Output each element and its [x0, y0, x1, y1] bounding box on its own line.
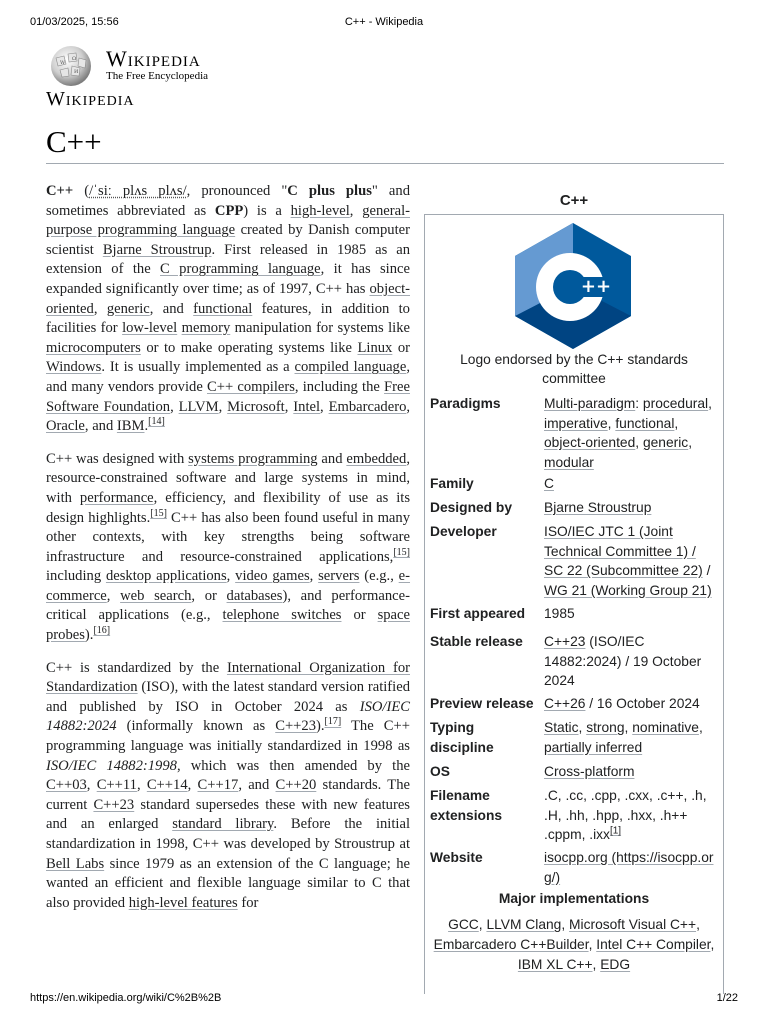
label-typing: Typing discipline	[430, 720, 494, 755]
link-msvc[interactable]: Microsoft Visual C++	[569, 917, 697, 932]
page-title: C++	[46, 124, 102, 159]
link-generic[interactable]: generic	[106, 300, 150, 317]
text: or	[341, 607, 378, 624]
text: . Before the initial standardization in 1998, C++ was developed by Stroustrup at	[46, 816, 410, 852]
sep: ,	[708, 396, 712, 411]
text: ,	[349, 202, 363, 219]
sep: ,	[674, 415, 679, 431]
print-footer	[0, 992, 768, 1008]
link-microcomputers[interactable]: microcomputers	[46, 339, 141, 356]
text: ,	[187, 777, 198, 794]
major-implementations-list	[428, 915, 720, 975]
sep: ,	[688, 435, 693, 450]
link-standard-library[interactable]: standard library	[172, 816, 274, 833]
label-preview-release: Preview release	[430, 696, 534, 711]
text: , and	[149, 300, 194, 317]
link-generic[interactable]: generic	[642, 435, 689, 450]
text: ) is a	[243, 202, 291, 219]
link-linux[interactable]: Linux	[357, 339, 393, 356]
paragraph-2	[46, 450, 410, 646]
value-preview-release: / 16 October 2024	[585, 696, 700, 711]
text: , pronounced "	[186, 183, 288, 199]
link-oracle[interactable]: Oracle	[46, 418, 85, 435]
sep: ,	[588, 937, 597, 952]
text: or	[392, 339, 410, 356]
label-developer: Developer	[430, 524, 497, 539]
link-procedural[interactable]: procedural	[642, 396, 709, 411]
text: features, in addition to facilities for	[46, 300, 410, 337]
italic-term: ISO/IEC 14882:2024	[46, 698, 410, 735]
text: The C++ programming language was initially standardized in 1998 as	[46, 718, 410, 755]
reference-link[interactable]: [14]	[148, 416, 165, 428]
link-cpp20[interactable]: C++20	[275, 777, 317, 794]
bold-term: C plus plus	[287, 183, 372, 199]
wordmark: Wikipedia	[106, 46, 201, 71]
title-divider	[46, 163, 724, 164]
logo-plus-text: ++	[580, 276, 612, 297]
sep: ,	[696, 917, 700, 932]
link-databases[interactable]: databases	[226, 587, 283, 604]
text: ,	[136, 777, 147, 794]
text: created by Danish computer scientist	[46, 222, 410, 258]
reference-link[interactable]: [1]	[609, 825, 622, 837]
link-strong[interactable]: strong	[586, 720, 625, 735]
link-modular[interactable]: modular	[544, 454, 594, 470]
text: (e.g.,	[359, 568, 399, 585]
sep: ,	[478, 917, 487, 932]
link-embarcadero[interactable]: Embarcadero	[328, 398, 407, 415]
label-stable-release: Stable release	[430, 634, 523, 649]
text: .	[144, 418, 149, 435]
link-cpp03[interactable]: C++03	[46, 777, 87, 794]
link-bjarne-stroustrup[interactable]: Bjarne Stroustrup	[102, 241, 212, 258]
sep: ,	[698, 720, 703, 735]
link-c-language[interactable]: C programming language	[160, 261, 321, 278]
text: , and	[238, 777, 276, 794]
link-performance[interactable]: performance	[79, 489, 154, 506]
link-iso[interactable]: International Organization for Standardization	[46, 659, 410, 696]
text: for	[237, 894, 259, 911]
link-cpp11[interactable]: C++11	[96, 777, 137, 794]
link-gcc[interactable]: GCC	[448, 917, 479, 932]
link-nominative[interactable]: nominative	[632, 720, 699, 735]
reference-link[interactable]: [15]	[150, 507, 167, 519]
text: ,	[218, 398, 228, 415]
link-website[interactable]: isocpp.org (https://isocpp.org/)	[544, 850, 714, 885]
text: , it has since expanded significantly over time; as of 1997, C++ has	[46, 261, 410, 297]
value-first-appeared: 1985	[544, 606, 575, 621]
text: , or	[191, 587, 227, 604]
infobox-caption: Logo endorsed by the C++ standards committee	[460, 352, 688, 386]
link-ibm-xl[interactable]: IBM XL C++	[517, 957, 593, 972]
print-url: https://en.wikipedia.org/wiki/C%2B%2B	[30, 992, 222, 1004]
text: (informally known as	[116, 718, 276, 735]
link-llvm[interactable]: LLVM	[178, 398, 219, 415]
subheader-major-implementations: Major implementations	[498, 891, 650, 906]
text: standard supersedes these with new features and an enlarged	[46, 796, 410, 833]
link-cross-platform[interactable]: Cross-platform	[544, 764, 635, 779]
text: and	[317, 450, 347, 467]
bold-term: C++	[46, 183, 74, 199]
link-bell-labs[interactable]: Bell Labs	[46, 855, 105, 872]
text: C++ has also been found useful in many other contexts, with key strengths being software infrastructure and resource-constrained applications,	[46, 509, 410, 565]
link-llvm-clang[interactable]: LLVM Clang	[486, 917, 562, 932]
link-high-level[interactable]: high-level	[290, 202, 350, 219]
text: " and sometimes abbreviated as	[46, 183, 410, 219]
link-static[interactable]: Static	[544, 720, 579, 735]
text: since 1979 as an extension of the C language; he wanted an efficient and flexible language similar to C that also provided	[46, 855, 410, 911]
text: ,	[320, 398, 329, 415]
text: ,	[93, 300, 107, 317]
link-space-probes[interactable]: space probes	[46, 607, 410, 644]
italic-term: ISO/IEC 14882:1998	[46, 757, 177, 774]
link-cpp17[interactable]: C++17	[197, 777, 239, 794]
link-video-games[interactable]: video games	[235, 568, 310, 585]
link-systems-programming[interactable]: systems programming	[188, 450, 318, 467]
print-datetime: 01/03/2025, 15:56	[30, 16, 119, 28]
print-doc-title: C++ - Wikipedia	[344, 16, 424, 28]
sep: :	[635, 396, 643, 411]
text: ,	[284, 398, 294, 415]
article-body	[46, 182, 410, 926]
value-paradigms	[544, 394, 716, 472]
link-partially-inferred[interactable]: partially inferred	[544, 739, 643, 755]
sep: ,	[578, 720, 587, 735]
print-header	[0, 16, 768, 32]
text: or to make operating systems like	[140, 339, 358, 356]
text: ,	[226, 568, 236, 585]
wikipedia-logo[interactable]	[46, 42, 236, 112]
wikipedia-globe-icon	[46, 44, 96, 88]
link-multi-paradigm[interactable]: Multi-paradigm	[544, 396, 636, 411]
label-paradigms: Paradigms	[430, 396, 501, 411]
text: ,	[86, 777, 97, 794]
text: (	[73, 183, 90, 199]
text: (ISO), with the latest standard version ratified and published by ISO in October 2024 as	[46, 679, 410, 715]
text: ,	[106, 587, 121, 604]
text: C++ is standardized by the	[46, 659, 227, 676]
text: , and	[84, 418, 117, 435]
ipa-pronunciation-link[interactable]: /ˈsiː plʌs plʌs/	[89, 183, 187, 199]
link-desktop-applications[interactable]: desktop applications	[105, 568, 227, 585]
svg-text:W: W	[60, 60, 66, 66]
link-cpp23[interactable]: C++23	[93, 796, 135, 813]
text: , including the	[294, 378, 385, 395]
paragraph-1	[46, 182, 410, 437]
link-edg[interactable]: EDG	[600, 957, 631, 972]
link-imperative[interactable]: imperative	[544, 415, 608, 431]
infobox	[424, 188, 724, 994]
text: ,	[406, 398, 411, 415]
infobox-title: C++	[559, 192, 589, 209]
link-cpp26[interactable]: C++26	[544, 696, 586, 711]
link-ibm[interactable]: IBM	[116, 418, 145, 435]
reference-link[interactable]: [15]	[393, 546, 410, 558]
link-bjarne-stroustrup[interactable]: Bjarne Stroustrup	[544, 500, 652, 515]
text: ,	[170, 398, 179, 415]
link-web-search[interactable]: web search	[120, 587, 192, 604]
link-wg21[interactable]: WG 21 (Working Group 21)	[544, 582, 712, 598]
svg-text:И: И	[74, 69, 79, 75]
label-filename-extensions: Filename extensions	[430, 788, 503, 823]
reference-link[interactable]: [16]	[93, 625, 111, 637]
sep: ,	[592, 957, 601, 972]
link-telephone-switches[interactable]: telephone switches	[222, 607, 342, 624]
link-cpp23[interactable]: C++23	[275, 718, 317, 735]
link-e-commerce[interactable]: e-commerce	[46, 568, 411, 604]
print-page-number: 1/22	[716, 992, 738, 1004]
sep: ,	[561, 917, 570, 932]
sep: ,	[635, 435, 643, 450]
text: including	[46, 568, 106, 585]
value-stable-release: (ISO/IEC 14882:2024) / 19 October 2024	[544, 634, 702, 688]
paragraph-3	[46, 659, 410, 914]
label-website: Website	[430, 850, 483, 865]
text: manipulation for systems like	[230, 320, 410, 337]
link-cppbuilder[interactable]: Embarcadero C++Builder	[433, 937, 589, 952]
link-object-oriented[interactable]: object-oriented	[46, 280, 410, 317]
sep: ,	[624, 720, 633, 735]
link-general-purpose-language[interactable]: general-purpose programming language	[46, 202, 410, 239]
link-windows[interactable]: Windows	[46, 359, 102, 376]
link-functional[interactable]: functional	[193, 300, 253, 317]
reference-link[interactable]: [17]	[324, 716, 342, 728]
link-low-level[interactable]: low-level	[122, 320, 178, 337]
link-cpp23[interactable]: C++23	[544, 634, 586, 649]
text: , resource-constrained software and large systems in mind, with	[46, 450, 410, 506]
link-functional[interactable]: functional	[615, 415, 675, 431]
text: . First released in 1985 as an extension of the	[46, 241, 410, 278]
text: , and many vendors provide	[46, 359, 410, 395]
link-c[interactable]: C	[544, 476, 554, 491]
link-intel[interactable]: Intel	[293, 398, 321, 415]
text: standards. The current	[46, 777, 410, 813]
sep: ,	[607, 415, 616, 431]
svg-text:Ω: Ω	[72, 56, 77, 62]
label-first-appeared: First appeared	[430, 606, 526, 621]
link-compiled-language[interactable]: compiled language	[294, 359, 407, 376]
link-high-level-features[interactable]: high-level features	[128, 894, 238, 911]
link-iso-iec-jtc1[interactable]: ISO/IEC JTC 1 (Joint Technical Committee 1) / SC 22 (Subcommittee 22)	[544, 524, 703, 578]
label-designed-by: Designed by	[430, 500, 513, 515]
link-cpp14[interactable]: C++14	[146, 777, 188, 794]
link-free-software-foundation[interactable]: Free Software Foundation	[46, 378, 410, 415]
bold-term: CPP	[214, 202, 244, 219]
text: , efficiency, and flexibility of use as its design highlights.	[46, 489, 411, 526]
sep: /	[702, 563, 711, 578]
text: ).	[316, 718, 325, 735]
sep: ,	[710, 937, 715, 952]
value-filename-extensions: .C, .cc, .cpp, .cxx, .c++, .h, .H, .hh, .hpp, .hxx, .h++ .cppm, .ixx	[544, 788, 707, 842]
text: . It is usually implemented as a	[101, 359, 295, 376]
link-object-oriented[interactable]: object-oriented	[544, 435, 636, 450]
link-intel-compiler[interactable]: Intel C++ Compiler	[596, 937, 711, 952]
cpp-logo-icon[interactable]	[510, 221, 636, 351]
text: C++ was designed with	[46, 450, 189, 467]
label-os: OS	[430, 764, 450, 779]
link-microsoft[interactable]: Microsoft	[227, 398, 285, 415]
text: ).	[84, 627, 94, 644]
text: ,	[309, 568, 319, 585]
link-embedded[interactable]: embedded	[346, 450, 407, 467]
label-family: Family	[430, 476, 474, 491]
text: ), and performance-critical applications (e.g.,	[46, 587, 410, 624]
link-cpp-compilers[interactable]: C++ compilers	[206, 378, 295, 395]
text: , which was then amended by the	[176, 757, 410, 774]
tagline: The Free Encyclopedia	[106, 70, 209, 82]
link-servers[interactable]: servers	[318, 568, 360, 585]
wordmark-secondary: Wikipedia	[46, 88, 135, 110]
link-memory[interactable]: memory	[181, 320, 231, 337]
